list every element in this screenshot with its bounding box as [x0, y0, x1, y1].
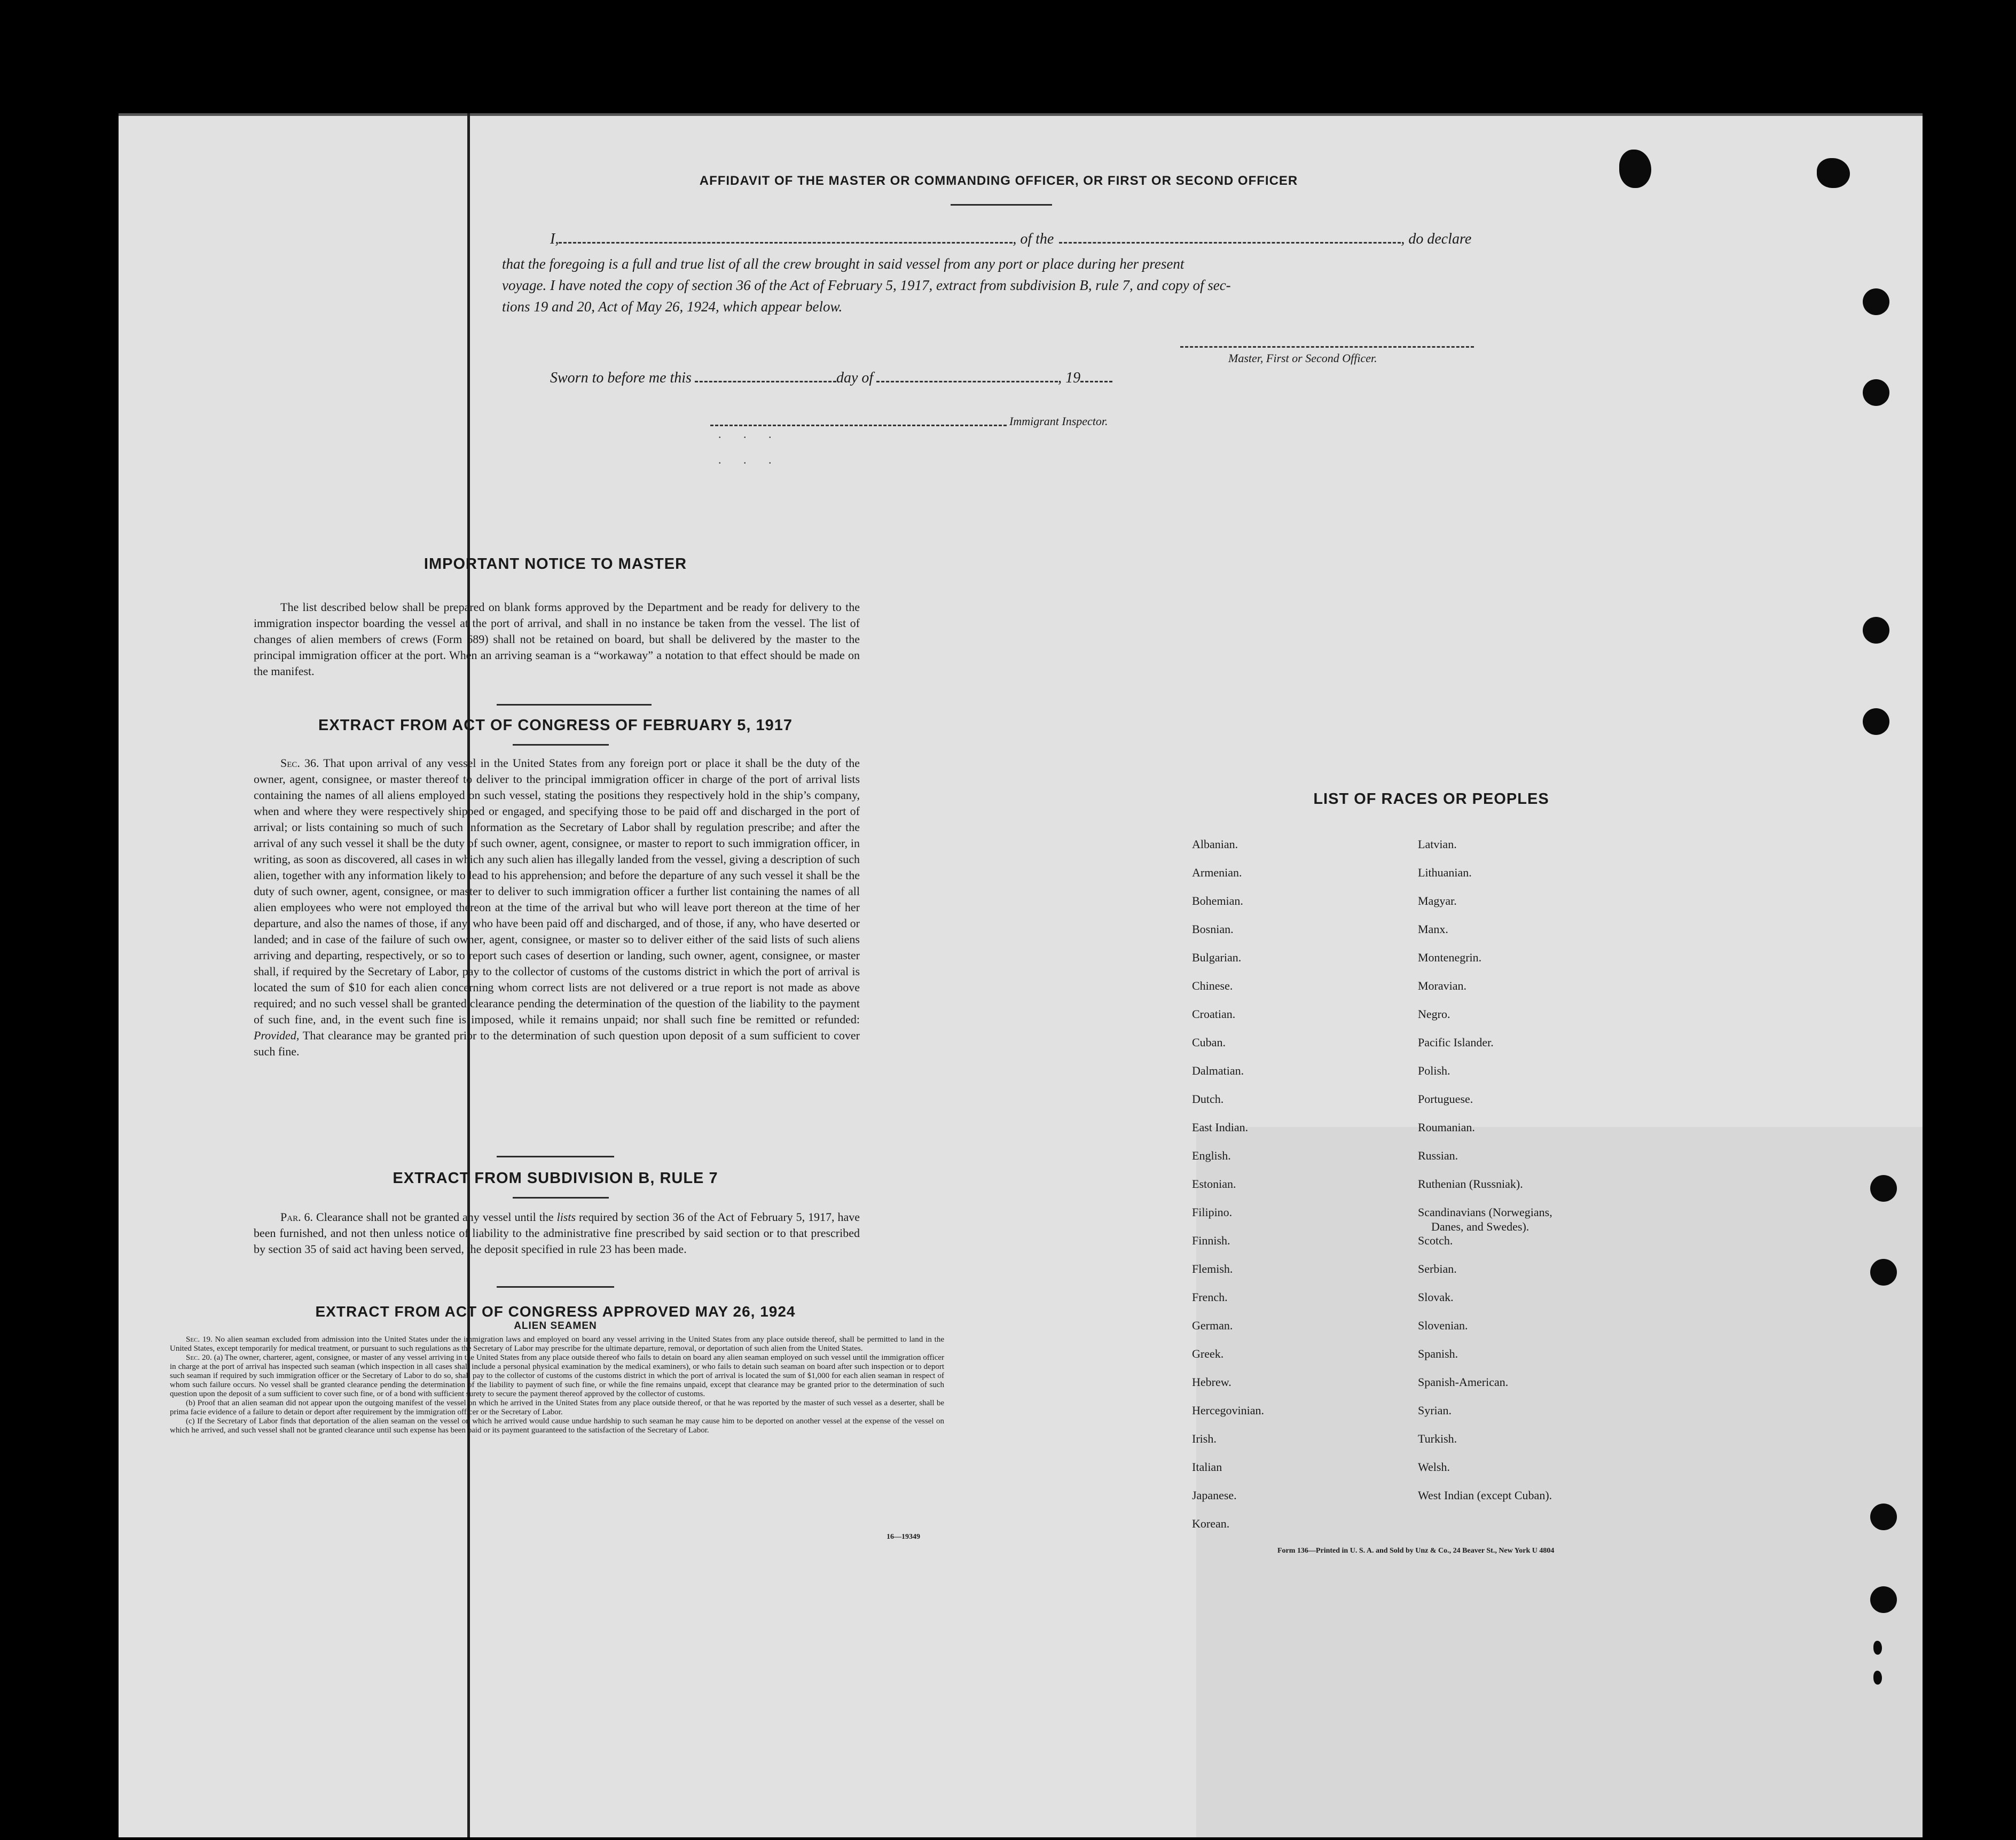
- punch-hole: [1870, 1259, 1897, 1286]
- race-item: Russian.: [1418, 1149, 1458, 1162]
- punch-hole: [1863, 708, 1889, 735]
- inspector-signature-field[interactable]: [710, 425, 1007, 426]
- extract-1924-body: [170, 1335, 944, 1435]
- sworn-line: [550, 370, 1244, 387]
- race-item: Slovak.: [1418, 1290, 1454, 1304]
- race-item: Japanese.: [1192, 1489, 1237, 1502]
- inspector-label: Immigrant Inspector.: [1009, 414, 1108, 428]
- race-item: Cuban.: [1192, 1036, 1226, 1049]
- affidavit-i: I,: [550, 231, 559, 247]
- sec20c-paragraph: (c) If the Secretary of Labor finds that deportation of the alien seaman on the vessel on which he arrived would cause undue hardship to such seaman he may cause him to be deported on another vessel at the expense of the vessel on which he arrived, and such vessel shall not be granted clearance until such expense has been paid or its payment guaranteed to the satisfaction of the Secretary of Labor.: [170, 1417, 944, 1435]
- extract-1917-text: [254, 755, 860, 1060]
- race-item: Manx.: [1418, 922, 1448, 936]
- race-item: Latvian.: [1418, 837, 1457, 851]
- race-item: Hercegovinian.: [1192, 1404, 1264, 1417]
- race-item: Estonian.: [1192, 1177, 1236, 1191]
- race-item: Greek.: [1192, 1347, 1224, 1360]
- race-item: Flemish.: [1192, 1262, 1233, 1275]
- race-item: Roumanian.: [1418, 1121, 1475, 1134]
- title-rule: [513, 744, 609, 746]
- alien-seamen-subtitle: ALIEN SEAMEN: [514, 1320, 597, 1332]
- ink-blob: [1873, 1671, 1882, 1685]
- race-item: Portuguese.: [1418, 1092, 1473, 1106]
- punch-hole: [1863, 617, 1889, 644]
- sec20-label: Sec. 20.: [186, 1353, 212, 1362]
- punch-hole: [1863, 379, 1889, 406]
- race-item: Hebrew.: [1192, 1375, 1231, 1389]
- race-item: Finnish.: [1192, 1234, 1230, 1247]
- affidavit-declare: , do declare: [1401, 231, 1472, 247]
- race-item: French.: [1192, 1290, 1228, 1304]
- sworn-year-field[interactable]: [1080, 381, 1112, 382]
- race-item: Albanian.: [1192, 837, 1238, 851]
- sec20b-paragraph: (b) Proof that an alien seaman did not appear upon the outgoing manifest of the vessel on which he arrived in the United States from any place outside thereof, or that he was reported by the master of such vessel as a deserter, shall be prima facie evidence of a failure to detain or deport after requirement by the immigration officer or the Secretary of Labor.: [170, 1399, 944, 1416]
- ink-blob: [1817, 158, 1850, 188]
- punch-hole: [1870, 1586, 1897, 1613]
- provided-word: Provided,: [254, 1029, 300, 1042]
- master-name-field[interactable]: [559, 242, 1013, 244]
- sec36-label: Sec. 36.: [280, 756, 319, 770]
- race-item: German.: [1192, 1319, 1233, 1332]
- affidavit-line1: [502, 231, 1506, 248]
- print-number: 16—19349: [887, 1533, 920, 1541]
- stray-marks: . . .: [718, 427, 781, 441]
- section-rule: [497, 1156, 614, 1157]
- folded-panel-shade: [1196, 1127, 1923, 1837]
- par6-body-2: required by section 36 of the Act of February 5, 1917, have been furnished, and not then unless notice of liability to the administrative fine prescribed by said section or to that prescribed by section 35 of said act having been served, the deposit specified in rule 23 has been made.: [254, 1210, 860, 1256]
- ink-blob: [1873, 1641, 1882, 1655]
- races-title: LIST OF RACES OR PEOPLES: [1313, 790, 1549, 808]
- master-signature-field[interactable]: [1180, 346, 1474, 348]
- sec19-label: Sec. 19.: [186, 1335, 213, 1344]
- sec36-proviso: That clearance may be granted prior to the determination of such question upon deposit of a sum sufficient to cover such fine.: [254, 1029, 860, 1058]
- par6-label: Par. 6.: [280, 1210, 313, 1224]
- lists-word: lists: [556, 1210, 576, 1224]
- race-item: Syrian.: [1418, 1404, 1452, 1417]
- race-item: Welsh.: [1418, 1460, 1450, 1474]
- race-item: Magyar.: [1418, 894, 1457, 907]
- punch-hole: [1870, 1175, 1897, 1202]
- race-item: Dalmatian.: [1192, 1064, 1244, 1077]
- stray-marks: . . .: [718, 453, 781, 466]
- race-item: English.: [1192, 1149, 1231, 1162]
- extract-rule7-title: EXTRACT FROM SUBDIVISION B, RULE 7: [393, 1170, 718, 1187]
- race-item: Filipino.: [1192, 1205, 1233, 1219]
- section-rule: [497, 1286, 614, 1288]
- master-signature-label: Master, First or Second Officer.: [1228, 351, 1377, 365]
- race-item: Scandinavians (Norwegians,: [1418, 1205, 1552, 1219]
- affidavit-title: AFFIDAVIT OF THE MASTER OR COMMANDING OFFICER, OR FIRST OR SECOND OFFICER: [699, 174, 1298, 188]
- sec20a-text: (a) The owner, charterer, agent, consignee, or master of any vessel arriving in the United States from any place outside thereof who fails to detain on board any alien seaman employed on such vessel until the immigration officer in charge at the port of arrival has inspected such seaman (which inspection in all cases shall include a personal physical examination by the medical examiners), or who fails to detain such seaman on board after such inspection or to deport such seaman if required by such immigration officer or the Secretary of Labor to do so, shall pay to the collector of customs of the customs district in which the port of arrival is located the sum of $1,000 for each alien seaman in respect of whom such failure occurs. No vessel shall be granted clearance pending the determination of the liability to payment of such fine, or while the fine remains unpaid, except that clearance may be granted prior to the determination of such question upon the deposit of a sum sufficient to cover such fine, or of a bond with sufficient surety to secure the payment thereof approved by the collector of customs.: [170, 1353, 944, 1398]
- sec19-text: No alien seaman excluded from admission into the United States under the immigration laws and employed on board any vessel arriving in the United States from any place outside thereof, shall be permitted to land in the United States, except temporarily for medical treatment, or pursuant to such regulations as the Secretary of Labor may prescribe for the ultimate departure, removal, or deportation of such alien from the United States.: [170, 1335, 944, 1353]
- affidavit-line2: that the foregoing is a full and true list of all the crew brought in said vessel from any port or place during her present: [502, 256, 1185, 272]
- extract-rule7-text: [254, 1209, 860, 1257]
- affidavit-line3: voyage. I have noted the copy of section 36 of the Act of February 5, 1917, extract from subdivision B, rule 7, and copy of sec-: [502, 277, 1231, 293]
- race-item: Turkish.: [1418, 1432, 1457, 1445]
- printer-footer: Form 136—Printed in U. S. A. and Sold by Unz & Co., 24 Beaver St., New York U 4804: [1277, 1547, 1555, 1555]
- race-item: Montenegrin.: [1418, 951, 1482, 964]
- race-item: Irish.: [1192, 1432, 1217, 1445]
- sworn-day-field[interactable]: [695, 381, 836, 382]
- race-item: West Indian (except Cuban).: [1418, 1489, 1552, 1502]
- race-item: Dutch.: [1192, 1092, 1224, 1106]
- race-item: Pacific Islander.: [1418, 1036, 1494, 1049]
- race-item: Spanish.: [1418, 1347, 1458, 1360]
- race-item: Bulgarian.: [1192, 951, 1242, 964]
- sworn-day-of: day of: [836, 370, 874, 386]
- vessel-name-field[interactable]: [1059, 242, 1401, 244]
- race-item: Italian: [1192, 1460, 1222, 1474]
- sec36-body: That upon arrival of any vessel in the United States from any foreign port or place it shall be the duty of the owner, agent, consignee, or master thereof to deliver to the principal immigration officer in charge of the port of arrival lists containing the names of all aliens employed on such vessel, stating the positions they respectively hold in the ship’s company, when and where they were respectively shipped or engaged, and specifying those to be paid off and discharged in the port of arrival; or lists containing so much of such information as the Secretary of Labor shall by regulation prescribe; and after the arrival of any such vessel it shall be the duty of such owner, agent, consignee, or master to report to such immigration officer, in writing, as soon as discovered, all cases in which any such alien has illegally landed from the vessel, giving a description of such alien, together with any information likely to lead to his apprehension; and before the departure of any such vessel it shall be the duty of such owner, agent, consignee, or master to deliver to such immigration officer a further list containing the names of all alien employees who were not employed thereon at the time of the arrival but who will leave port thereon at the time of her departure, and also the names of those, if any, who have been paid off and discharged, and of those, if any, who have deserted or landed; and in case of the failure of such owner, agent, consignee, or master so to deliver either of the said lists of such aliens arriving and departing, respectively, or so to report such cases of desertion or landing, such owner, agent, consignee, or master shall, if required by the Secretary of Labor, pay to the collector of customs of the customs district in which the port of arrival is located the sum of $10 for each alien concerning whom correct lists are not delivered or a true report is not made as above required; and no such vessel shall be granted clearance pending the determination of the question of the liability to the payment of such fine, and, in the event such fine is imposed, while it remains unpaid; nor shall such fine be remitted or refunded:: [254, 756, 860, 1026]
- title-rule: [513, 1197, 609, 1199]
- sworn-year: , 19: [1058, 370, 1081, 386]
- punch-hole: [1870, 1504, 1897, 1530]
- title-rule: [951, 204, 1052, 206]
- ink-blob: [1619, 150, 1651, 188]
- race-item: Scotch.: [1418, 1234, 1453, 1247]
- punch-hole: [1863, 288, 1889, 315]
- par6-body-1: Clearance shall not be granted any vessel until the: [316, 1210, 554, 1224]
- sworn-month-field[interactable]: [876, 381, 1058, 382]
- notice-title: IMPORTANT NOTICE TO MASTER: [423, 555, 687, 573]
- race-item: Armenian.: [1192, 866, 1242, 879]
- race-item: Danes, and Swedes).: [1431, 1220, 1529, 1233]
- race-item: Bosnian.: [1192, 922, 1234, 936]
- race-item: Negro.: [1418, 1007, 1450, 1021]
- notice-text: The list described below shall be prepared on blank forms approved by the Department and be ready for delivery to the immigration inspector boarding the vessel at the port of arrival, and shall in no instance be taken from the vessel. The list of changes of alien members of crews (Form 689) shall not be retained on board, but shall be delivered by the master to the principal immigration officer at the port. When an arriving seaman is a “workaway” a notation to that effect should be made on the manifest.: [254, 600, 860, 678]
- sec20a-paragraph: [170, 1353, 944, 1399]
- race-item: Korean.: [1192, 1517, 1230, 1530]
- race-item: Serbian.: [1418, 1262, 1457, 1275]
- affidavit-line4: tions 19 and 20, Act of May 26, 1924, which appear below.: [502, 299, 843, 315]
- race-item: Spanish-American.: [1418, 1375, 1509, 1389]
- scan-top-edge: [119, 113, 1923, 116]
- extract-1917-title: EXTRACT FROM ACT OF CONGRESS OF FEBRUARY 5, 1917: [318, 717, 793, 734]
- race-item: Chinese.: [1192, 979, 1233, 992]
- section-rule: [497, 704, 652, 706]
- sec19-paragraph: [170, 1335, 944, 1353]
- race-item: Ruthenian (Russniak).: [1418, 1177, 1523, 1191]
- race-item: Lithuanian.: [1418, 866, 1472, 879]
- race-item: Slovenian.: [1418, 1319, 1468, 1332]
- race-item: East Indian.: [1192, 1121, 1249, 1134]
- race-item: Bohemian.: [1192, 894, 1243, 907]
- affidavit-of-the: , of the: [1013, 231, 1054, 247]
- sworn-prefix: Sworn to before me this: [550, 370, 692, 386]
- race-item: Polish.: [1418, 1064, 1450, 1077]
- race-item: Croatian.: [1192, 1007, 1236, 1021]
- extract-1924-title: EXTRACT FROM ACT OF CONGRESS APPROVED MAY 26, 1924: [315, 1303, 796, 1320]
- race-item: Moravian.: [1418, 979, 1467, 992]
